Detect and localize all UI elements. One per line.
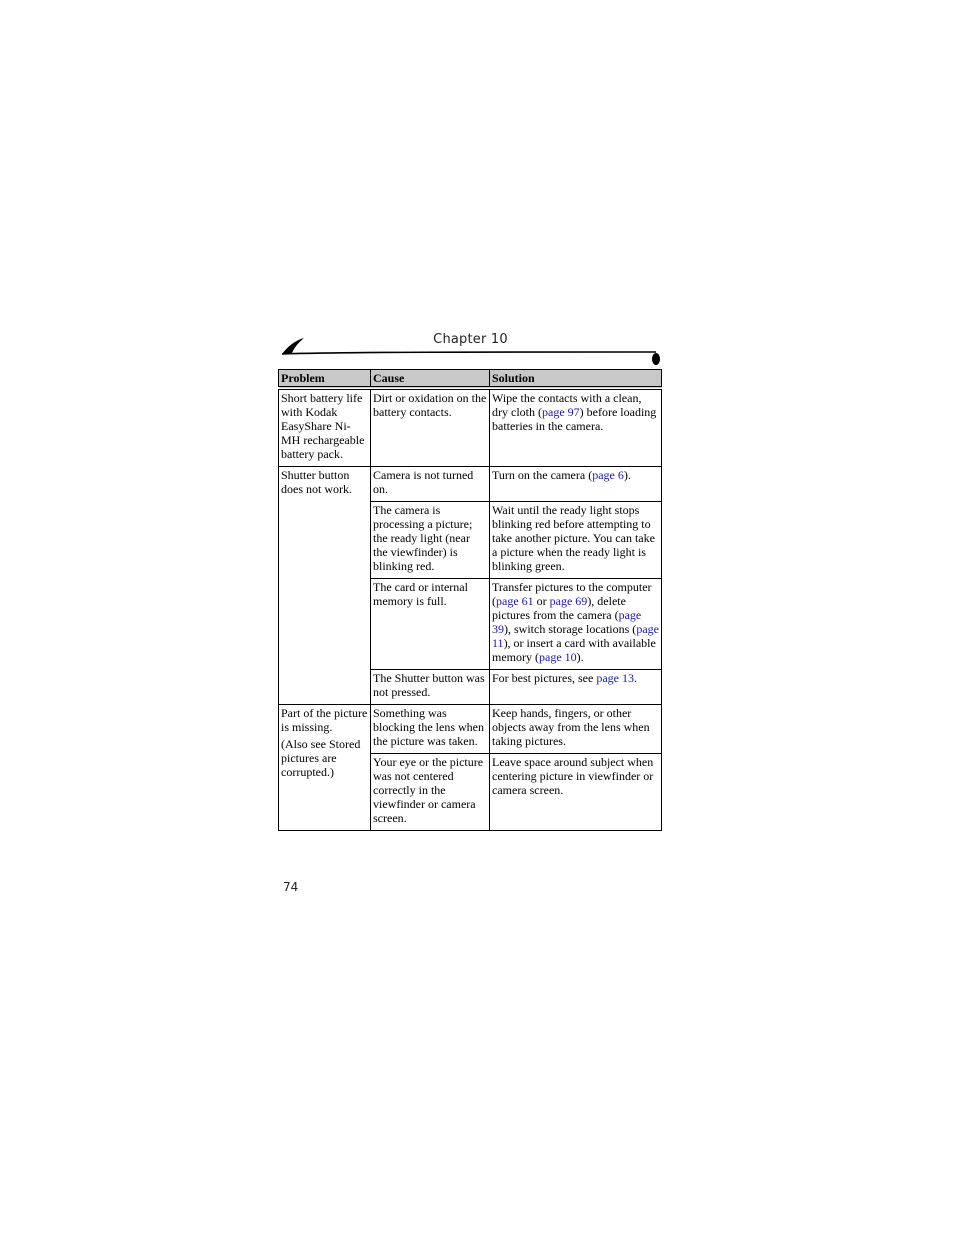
troubleshooting-table [278,369,662,831]
solution-text: ) before loading batteries in the camera. [492,405,657,433]
solution-cell: Leave space around subject when centering picture in viewfinder or camera screen. [490,754,662,831]
cause-cell: The Shutter button was not pressed. [371,670,490,705]
cause-cell: Camera is not turned on. [371,467,490,502]
chapter-title: Chapter 10 [433,332,508,347]
problem-cell: Short battery life with Kodak EasyShare Ni-MH rechargeable battery pack. [279,388,371,467]
page-link[interactable]: page 39 [492,608,642,636]
page-link[interactable]: page 10 [539,650,577,664]
solution-cell: Keep hands, fingers, or other objects away from the lens when taking pictures. [490,705,662,754]
table-row [279,388,662,467]
solution-cell [490,579,662,670]
cause-cell: The camera is processing a picture; the ready light (near the viewfinder) is blinking red. [371,502,490,579]
solution-cell [490,388,662,467]
solution-text: . [633,671,637,685]
solution-text: Transfer pictures to the computer ( [492,580,652,608]
page-number: 74 [283,880,299,894]
problem-cell [279,705,371,831]
page-link[interactable]: page 61 [496,594,534,608]
problem-text: Part of the picture is missing. [281,706,368,734]
solution-text: For best pictures, see [492,671,597,685]
cause-cell: Your eye or the picture was not centered correctly in the viewfinder or camera screen. [371,754,490,831]
page-link[interactable]: page 69 [549,594,588,608]
page-link[interactable]: page 11 [492,622,659,650]
solution-cell: Wait until the ready light stops blinking red before attempting to take another picture. You can take a picture when the ready light is blinking green. [490,502,662,579]
table-row [279,467,662,502]
column-header-solution: Solution [490,370,662,389]
solution-text: ). [576,650,584,664]
chapter-header [278,330,663,370]
page-link[interactable]: page 13 [596,671,634,685]
column-header-problem: Problem [279,370,371,389]
cause-cell: The card or internal memory is full. [371,579,490,670]
solution-cell [490,467,662,502]
problem-cell: Shutter button does not work. [279,467,371,705]
cause-cell: Dirt or oxidation on the battery contacts. [371,388,490,467]
solution-text: ), or insert a card with available memory ( [492,636,656,664]
table-header-row [279,370,662,389]
problem-note: (Also see Stored pictures are corrupted.) [281,737,361,779]
solution-text: ), delete pictures from the camera ( [492,594,626,622]
solution-text: or [533,594,550,608]
page-link[interactable]: page 97 [542,405,580,419]
solution-text: ), switch storage locations ( [504,622,637,636]
column-header-cause: Cause [371,370,490,389]
solution-text: ). [623,468,631,482]
cause-cell: Something was blocking the lens when the picture was taken. [371,705,490,754]
solution-text: Turn on the camera ( [492,468,593,482]
table-row [279,705,662,754]
page-link[interactable]: page 6 [592,468,624,482]
solution-cell [490,670,662,705]
solution-text: Wipe the contacts with a clean, dry cloth ( [492,391,642,419]
